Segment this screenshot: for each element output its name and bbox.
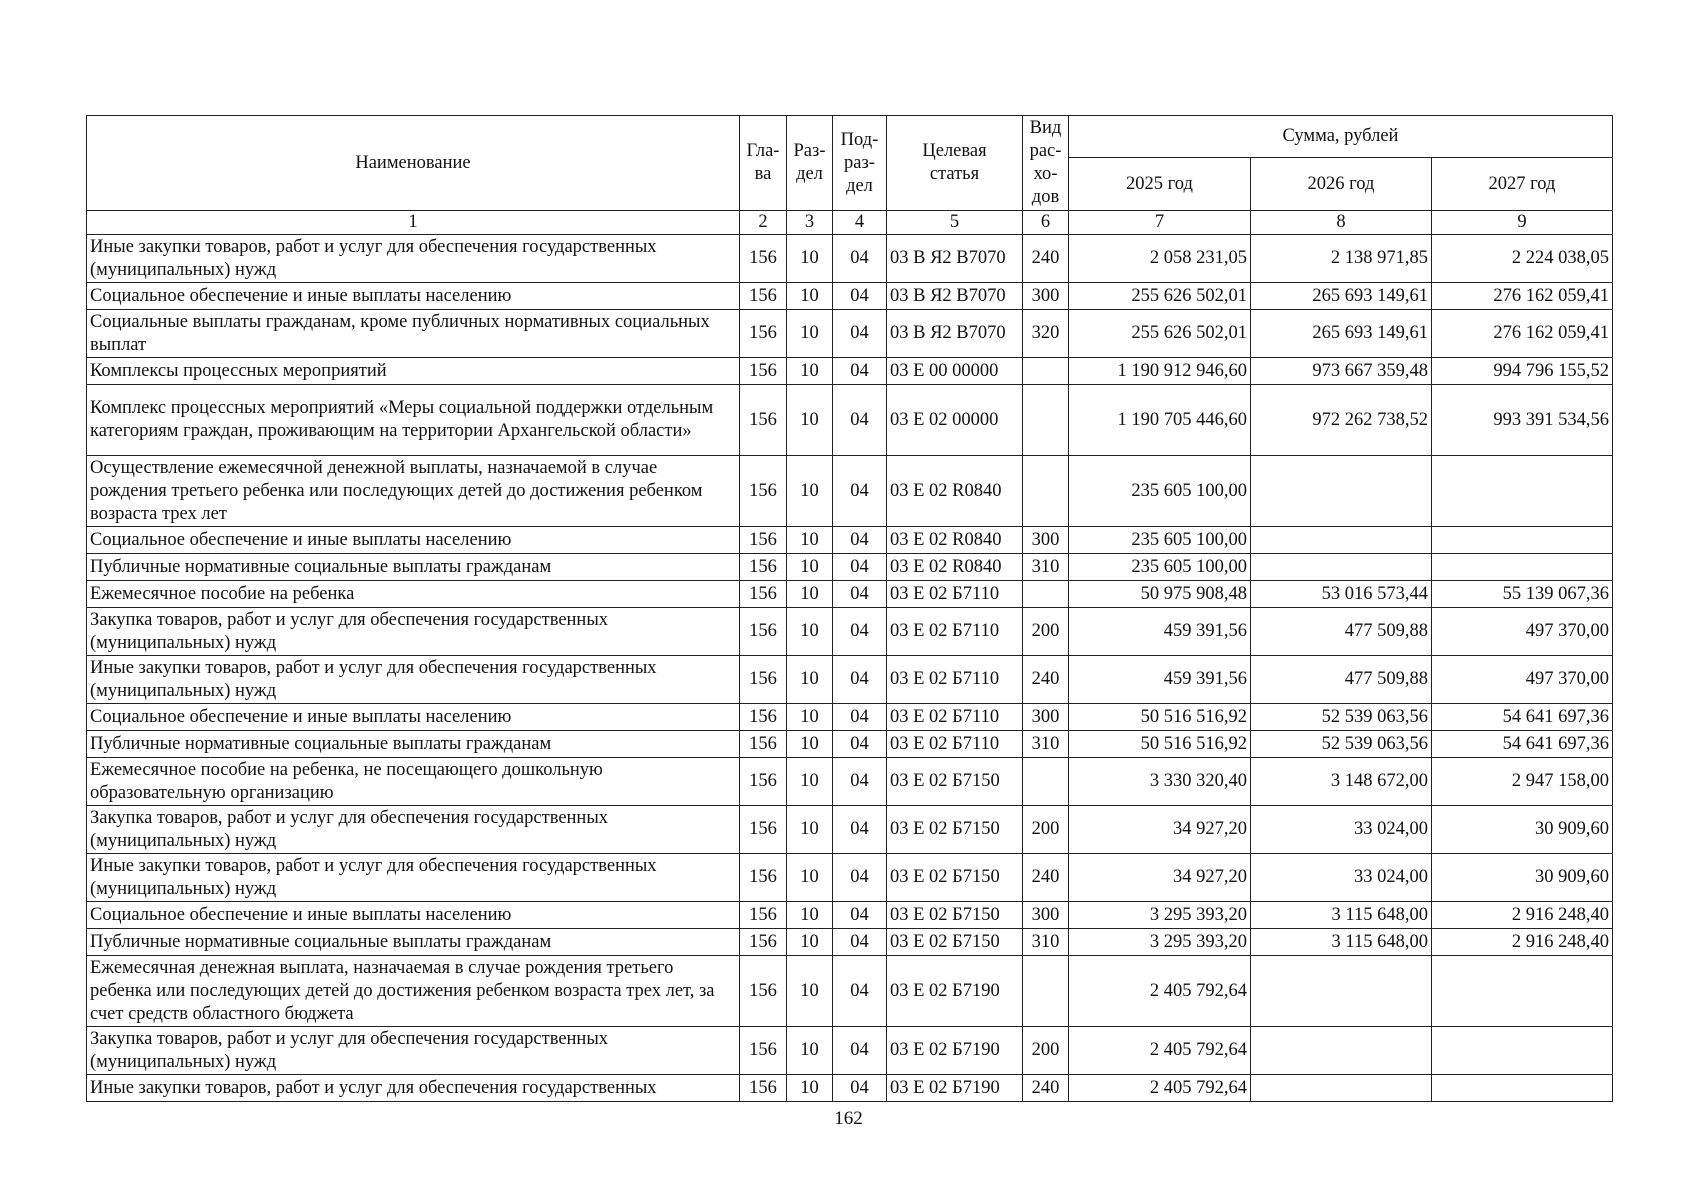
table-row [87,929,1613,956]
row-sum-2027 [1432,1075,1613,1102]
row-sum-2025: 235 605 100,00 [1069,527,1251,554]
table-row [87,1027,1613,1075]
row-sum-2025: 50 975 908,48 [1069,581,1251,608]
row-podrazdel: 04 [833,1075,887,1102]
row-sum-2025: 2 058 231,05 [1069,235,1251,283]
row-razdel: 10 [787,758,833,806]
column-number: 5 [887,211,1023,235]
row-sum-2027: 994 796 155,52 [1432,358,1613,385]
row-podrazdel: 04 [833,310,887,358]
table-row [87,581,1613,608]
table-row [87,608,1613,656]
row-sum-2026: 33 024,00 [1251,854,1432,902]
row-name: Закупка товаров, работ и услуг для обеспечения государственных (муниципальных) нужд [87,1027,740,1075]
row-razdel: 10 [787,806,833,854]
table-row [87,656,1613,704]
row-glava: 156 [740,310,787,358]
row-target-article: 03 В Я2 В7070 [887,235,1023,283]
header-podrazdel: Под-раз-дел [833,116,887,211]
column-number: 8 [1251,211,1432,235]
row-expense-type [1023,456,1069,527]
row-name: Ежемесячное пособие на ребенка, не посещающего дошкольную образовательную организацию [87,758,740,806]
row-sum-2027 [1432,554,1613,581]
row-sum-2025: 2 405 792,64 [1069,1027,1251,1075]
row-glava: 156 [740,854,787,902]
row-name: Публичные нормативные социальные выплаты гражданам [87,554,740,581]
row-sum-2025: 3 295 393,20 [1069,902,1251,929]
row-podrazdel: 04 [833,358,887,385]
row-target-article: 03 Е 02 Б7150 [887,854,1023,902]
row-glava: 156 [740,456,787,527]
row-target-article: 03 Е 02 R0840 [887,554,1023,581]
row-expense-type: 200 [1023,806,1069,854]
column-number: 2 [740,211,787,235]
row-expense-type [1023,358,1069,385]
row-razdel: 10 [787,956,833,1027]
row-expense-type: 200 [1023,608,1069,656]
row-sum-2027 [1432,1027,1613,1075]
row-expense-type: 320 [1023,310,1069,358]
row-target-article: 03 Е 00 00000 [887,358,1023,385]
row-razdel: 10 [787,731,833,758]
row-expense-type [1023,385,1069,456]
row-sum-2026: 3 148 672,00 [1251,758,1432,806]
table-row [87,527,1613,554]
row-name: Закупка товаров, работ и услуг для обеспечения государственных (муниципальных) нужд [87,806,740,854]
row-target-article: 03 Е 02 Б7150 [887,758,1023,806]
row-podrazdel: 04 [833,608,887,656]
header-year-2025: 2025 год [1069,158,1251,211]
row-sum-2026 [1251,527,1432,554]
column-number: 3 [787,211,833,235]
row-target-article: 03 В Я2 В7070 [887,283,1023,310]
row-expense-type: 240 [1023,854,1069,902]
row-podrazdel: 04 [833,902,887,929]
budget-table [86,115,1613,1102]
row-sum-2026 [1251,456,1432,527]
row-sum-2027: 54 641 697,36 [1432,704,1613,731]
row-sum-2026: 3 115 648,00 [1251,929,1432,956]
row-sum-2026: 265 693 149,61 [1251,283,1432,310]
row-sum-2025: 459 391,56 [1069,608,1251,656]
header-year-2027: 2027 год [1432,158,1613,211]
row-sum-2027 [1432,956,1613,1027]
row-expense-type: 300 [1023,704,1069,731]
row-razdel: 10 [787,358,833,385]
row-glava: 156 [740,806,787,854]
row-glava: 156 [740,1075,787,1102]
row-sum-2027: 2 947 158,00 [1432,758,1613,806]
row-sum-2027 [1432,527,1613,554]
row-sum-2026 [1251,1027,1432,1075]
row-podrazdel: 04 [833,956,887,1027]
row-name: Осуществление ежемесячной денежной выплаты, назначаемой в случае рождения третьего ребенка или последующих детей до достижения ребенком возраста трех лет [87,456,740,527]
row-target-article: 03 Е 02 R0840 [887,456,1023,527]
table-row [87,806,1613,854]
row-razdel: 10 [787,929,833,956]
row-glava: 156 [740,1027,787,1075]
row-razdel: 10 [787,385,833,456]
row-podrazdel: 04 [833,527,887,554]
column-number: 1 [87,211,740,235]
row-name: Иные закупки товаров, работ и услуг для обеспечения государственных (муниципальных) нужд [87,235,740,283]
column-numbers-row [87,211,1613,235]
row-razdel: 10 [787,527,833,554]
row-podrazdel: 04 [833,656,887,704]
row-sum-2026 [1251,1075,1432,1102]
row-name: Иные закупки товаров, работ и услуг для обеспечения государственных (муниципальных) нужд [87,854,740,902]
row-glava: 156 [740,902,787,929]
row-name: Публичные нормативные социальные выплаты гражданам [87,929,740,956]
row-expense-type: 240 [1023,1075,1069,1102]
table-row [87,456,1613,527]
table-row [87,283,1613,310]
row-target-article: 03 Е 02 Б7110 [887,704,1023,731]
table-row [87,358,1613,385]
row-glava: 156 [740,283,787,310]
row-razdel: 10 [787,554,833,581]
row-razdel: 10 [787,656,833,704]
row-sum-2026: 477 509,88 [1251,656,1432,704]
row-sum-2027: 2 916 248,40 [1432,902,1613,929]
row-glava: 156 [740,929,787,956]
row-target-article: 03 Е 02 Б7190 [887,956,1023,1027]
row-sum-2025: 235 605 100,00 [1069,456,1251,527]
row-razdel: 10 [787,1027,833,1075]
row-expense-type: 200 [1023,1027,1069,1075]
header-expense-type: Вид рас-хо-дов [1023,116,1069,211]
row-razdel: 10 [787,902,833,929]
row-razdel: 10 [787,456,833,527]
row-name: Иные закупки товаров, работ и услуг для обеспечения государственных (муниципальных) нужд [87,656,740,704]
row-podrazdel: 04 [833,1027,887,1075]
row-glava: 156 [740,704,787,731]
row-podrazdel: 04 [833,456,887,527]
row-podrazdel: 04 [833,235,887,283]
row-razdel: 10 [787,310,833,358]
row-podrazdel: 04 [833,581,887,608]
row-glava: 156 [740,731,787,758]
column-number: 9 [1432,211,1613,235]
row-sum-2027: 497 370,00 [1432,656,1613,704]
header-year-2026: 2026 год [1251,158,1432,211]
row-expense-type [1023,956,1069,1027]
table-row [87,731,1613,758]
row-sum-2025: 3 295 393,20 [1069,929,1251,956]
row-target-article: 03 Е 02 00000 [887,385,1023,456]
row-name: Иные закупки товаров, работ и услуг для обеспечения государственных [87,1075,740,1102]
row-razdel: 10 [787,235,833,283]
row-target-article: 03 Е 02 Б7190 [887,1075,1023,1102]
row-podrazdel: 04 [833,704,887,731]
row-glava: 156 [740,608,787,656]
row-sum-2025: 1 190 705 446,60 [1069,385,1251,456]
row-razdel: 10 [787,581,833,608]
row-name: Комплексы процессных мероприятий [87,358,740,385]
row-expense-type: 310 [1023,731,1069,758]
row-expense-type [1023,581,1069,608]
row-sum-2025: 50 516 516,92 [1069,704,1251,731]
row-sum-2027: 276 162 059,41 [1432,283,1613,310]
row-sum-2025: 50 516 516,92 [1069,731,1251,758]
row-sum-2025: 255 626 502,01 [1069,283,1251,310]
row-sum-2027: 993 391 534,56 [1432,385,1613,456]
row-sum-2027 [1432,456,1613,527]
row-target-article: 03 Е 02 Б7110 [887,581,1023,608]
row-glava: 156 [740,358,787,385]
row-target-article: 03 Е 02 R0840 [887,527,1023,554]
row-glava: 156 [740,385,787,456]
header-name: Наименование [87,116,740,211]
table-row [87,310,1613,358]
row-sum-2026: 53 016 573,44 [1251,581,1432,608]
row-glava: 156 [740,527,787,554]
header-razdel: Раз-дел [787,116,833,211]
row-target-article: 03 Е 02 Б7150 [887,806,1023,854]
row-sum-2026: 477 509,88 [1251,608,1432,656]
row-sum-2025: 34 927,20 [1069,854,1251,902]
row-sum-2027: 54 641 697,36 [1432,731,1613,758]
page-number: 162 [834,1108,863,1129]
column-number: 7 [1069,211,1251,235]
row-sum-2027: 497 370,00 [1432,608,1613,656]
row-expense-type: 300 [1023,283,1069,310]
row-glava: 156 [740,656,787,704]
column-number: 6 [1023,211,1069,235]
row-name: Ежемесячное пособие на ребенка [87,581,740,608]
table-row [87,1075,1613,1102]
row-sum-2025: 1 190 912 946,60 [1069,358,1251,385]
row-expense-type: 300 [1023,527,1069,554]
table-row [87,758,1613,806]
row-sum-2026 [1251,554,1432,581]
table-row [87,704,1613,731]
row-podrazdel: 04 [833,385,887,456]
table-row [87,854,1613,902]
row-name: Социальное обеспечение и иные выплаты населению [87,283,740,310]
table-row [87,235,1613,283]
row-sum-2025: 459 391,56 [1069,656,1251,704]
row-expense-type: 310 [1023,929,1069,956]
row-podrazdel: 04 [833,283,887,310]
row-sum-2026: 52 539 063,56 [1251,731,1432,758]
row-glava: 156 [740,235,787,283]
row-sum-2025: 34 927,20 [1069,806,1251,854]
row-sum-2026 [1251,956,1432,1027]
row-name: Комплекс процессных мероприятий «Меры социальной поддержки отдельным категориям граждан, проживающим на территории Архангельской области» [87,385,740,456]
row-name: Социальное обеспечение и иные выплаты населению [87,527,740,554]
row-target-article: 03 Е 02 Б7150 [887,929,1023,956]
row-target-article: 03 Е 02 Б7110 [887,731,1023,758]
row-razdel: 10 [787,1075,833,1102]
table-row [87,554,1613,581]
row-name: Социальное обеспечение и иные выплаты населению [87,704,740,731]
row-sum-2025: 2 405 792,64 [1069,1075,1251,1102]
row-podrazdel: 04 [833,854,887,902]
row-sum-2027: 276 162 059,41 [1432,310,1613,358]
row-expense-type: 310 [1023,554,1069,581]
row-sum-2026: 972 262 738,52 [1251,385,1432,456]
row-sum-2027: 2 916 248,40 [1432,929,1613,956]
row-sum-2027: 30 909,60 [1432,806,1613,854]
row-razdel: 10 [787,704,833,731]
table-row [87,385,1613,456]
row-target-article: 03 В Я2 В7070 [887,310,1023,358]
row-glava: 156 [740,758,787,806]
row-razdel: 10 [787,608,833,656]
row-sum-2025: 3 330 320,40 [1069,758,1251,806]
row-podrazdel: 04 [833,758,887,806]
row-glava: 156 [740,581,787,608]
row-podrazdel: 04 [833,806,887,854]
row-podrazdel: 04 [833,731,887,758]
header-sum: Сумма, рублей [1069,116,1613,158]
row-sum-2025: 2 405 792,64 [1069,956,1251,1027]
row-sum-2025: 255 626 502,01 [1069,310,1251,358]
row-sum-2026: 3 115 648,00 [1251,902,1432,929]
row-expense-type: 300 [1023,902,1069,929]
row-sum-2027: 2 224 038,05 [1432,235,1613,283]
column-number: 4 [833,211,887,235]
row-target-article: 03 Е 02 Б7110 [887,608,1023,656]
table-row [87,956,1613,1027]
row-name: Закупка товаров, работ и услуг для обеспечения государственных (муниципальных) нужд [87,608,740,656]
row-sum-2027: 55 139 067,36 [1432,581,1613,608]
row-target-article: 03 Е 02 Б7110 [887,656,1023,704]
row-podrazdel: 04 [833,929,887,956]
row-target-article: 03 Е 02 Б7150 [887,902,1023,929]
row-glava: 156 [740,956,787,1027]
row-name: Социальные выплаты гражданам, кроме публичных нормативных социальных выплат [87,310,740,358]
row-sum-2025: 235 605 100,00 [1069,554,1251,581]
row-podrazdel: 04 [833,554,887,581]
row-razdel: 10 [787,283,833,310]
row-sum-2027: 30 909,60 [1432,854,1613,902]
row-sum-2026: 33 024,00 [1251,806,1432,854]
table-row [87,902,1613,929]
row-razdel: 10 [787,854,833,902]
row-sum-2026: 973 667 359,48 [1251,358,1432,385]
header-glava: Гла-ва [740,116,787,211]
row-sum-2026: 2 138 971,85 [1251,235,1432,283]
row-name: Ежемесячная денежная выплата, назначаемая в случае рождения третьего ребенка или последующих детей до достижения ребенком возраста трех лет, за счет средств областного бюджета [87,956,740,1027]
row-sum-2026: 265 693 149,61 [1251,310,1432,358]
row-expense-type: 240 [1023,235,1069,283]
row-target-article: 03 Е 02 Б7190 [887,1027,1023,1075]
row-expense-type: 240 [1023,656,1069,704]
row-name: Публичные нормативные социальные выплаты гражданам [87,731,740,758]
row-sum-2026: 52 539 063,56 [1251,704,1432,731]
table-body [87,235,1613,1102]
row-name: Социальное обеспечение и иные выплаты населению [87,902,740,929]
row-glava: 156 [740,554,787,581]
row-expense-type [1023,758,1069,806]
header-target-article: Целевая статья [887,116,1023,211]
